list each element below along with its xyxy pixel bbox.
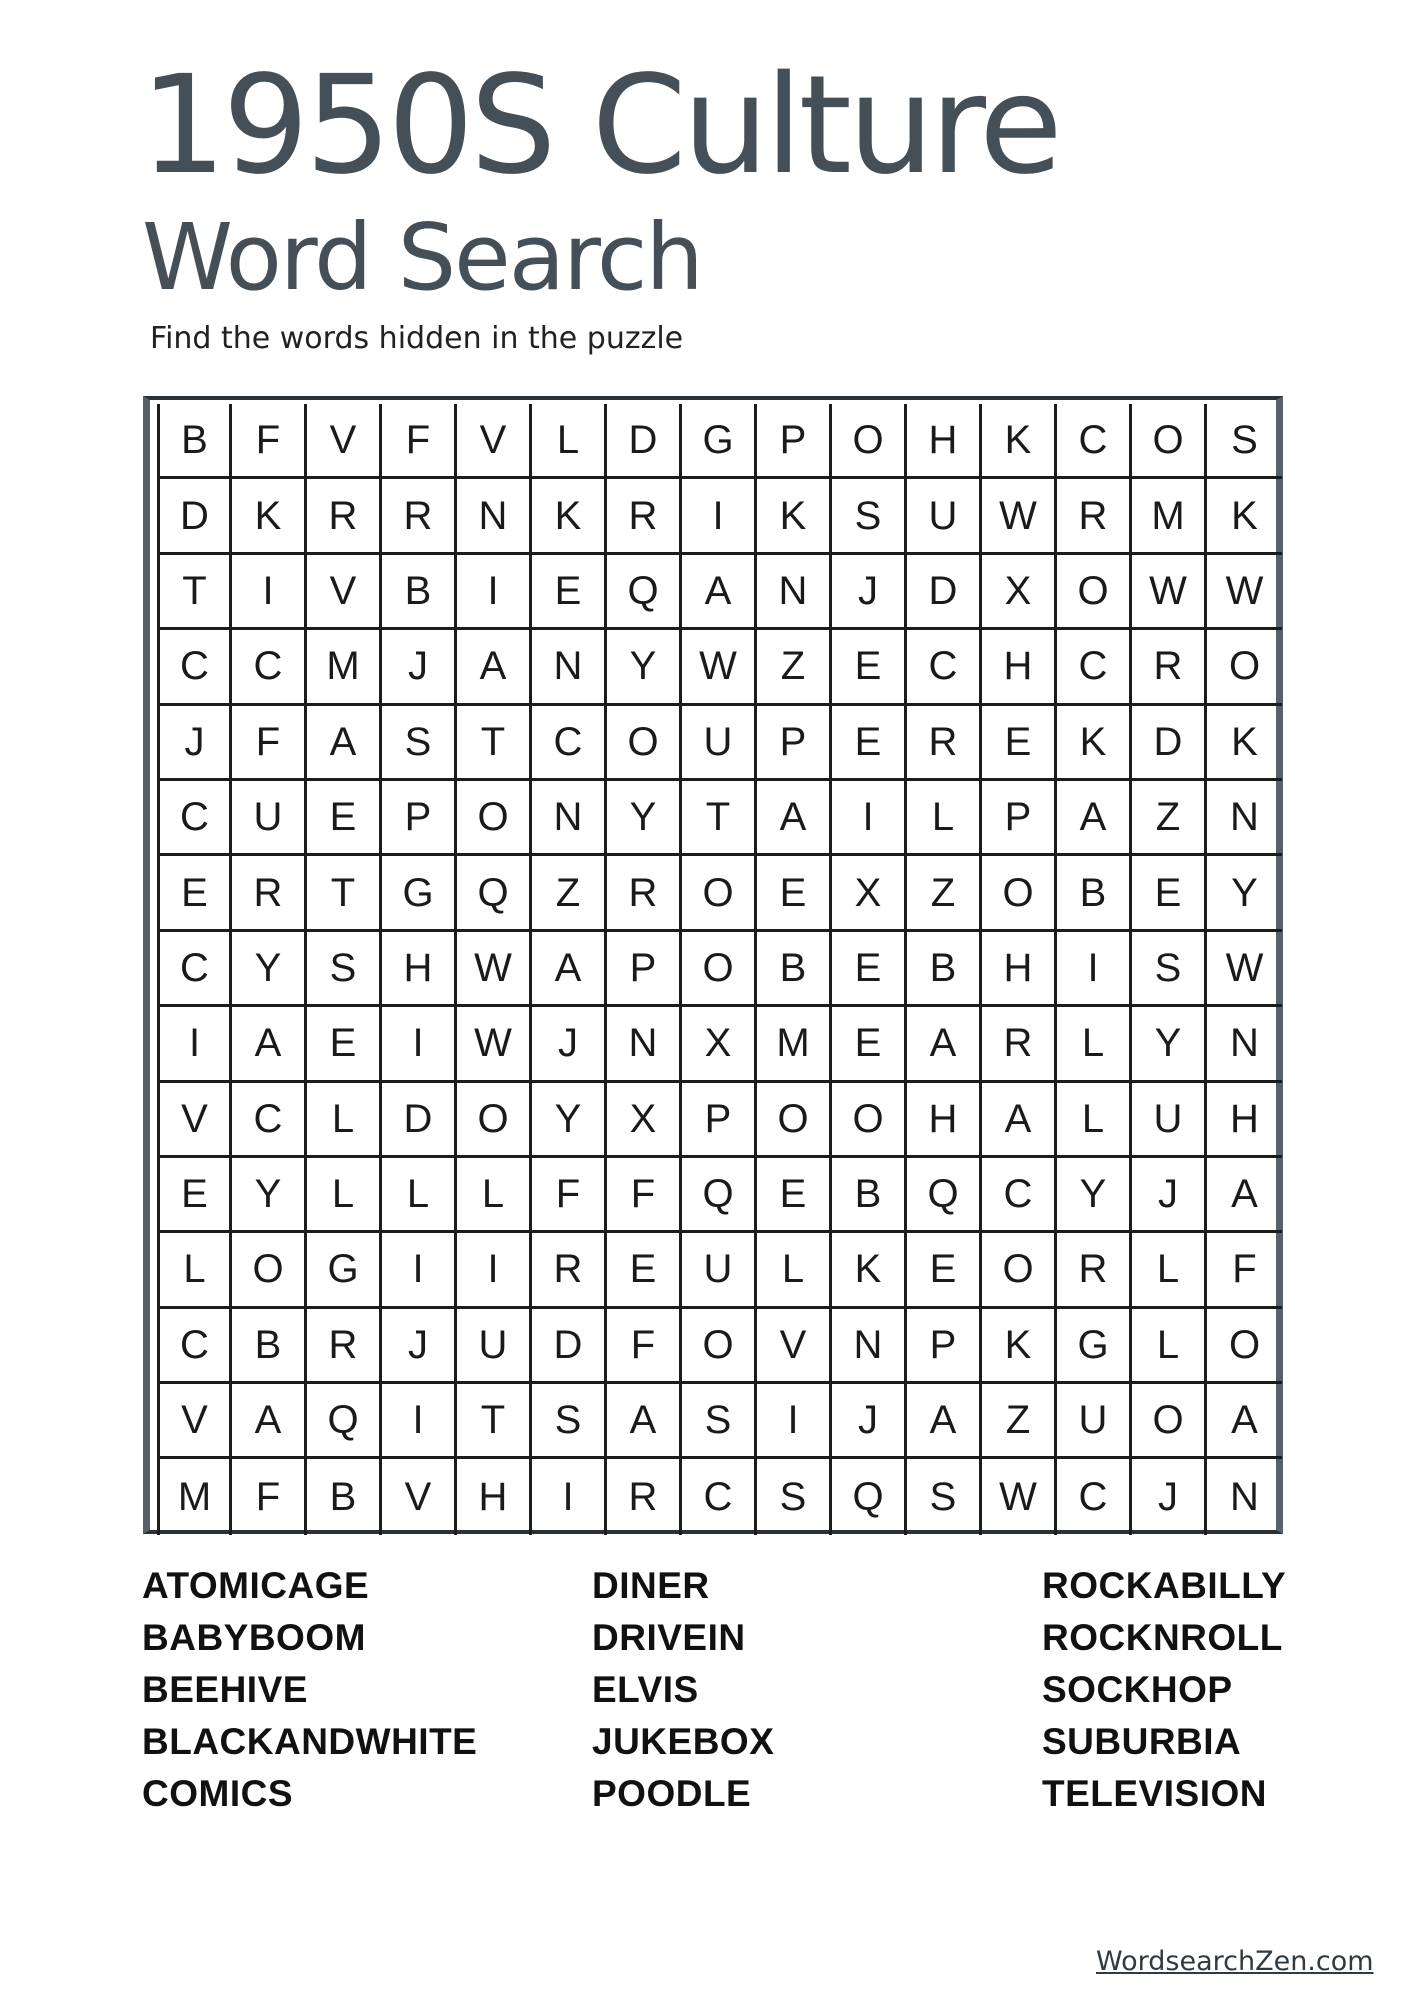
grid-cell[interactable]: S: [832, 479, 907, 554]
grid-cell[interactable]: X: [607, 1083, 682, 1158]
grid-cell[interactable]: O: [682, 1309, 757, 1384]
grid-cell[interactable]: E: [532, 555, 607, 630]
grid-cell[interactable]: K: [832, 1233, 907, 1308]
word-list-item: BEEHIVE: [142, 1669, 308, 1710]
grid-cell[interactable]: M: [307, 630, 382, 705]
grid-cell[interactable]: V: [307, 404, 382, 479]
grid-cell[interactable]: O: [607, 706, 682, 781]
grid-cell[interactable]: C: [1057, 1459, 1132, 1534]
grid-cell[interactable]: F: [532, 1158, 607, 1233]
grid-cell[interactable]: W: [982, 1459, 1057, 1534]
grid-cell[interactable]: O: [457, 781, 532, 856]
grid-cell[interactable]: R: [232, 856, 307, 931]
grid-cell[interactable]: K: [532, 479, 607, 554]
grid-cell[interactable]: T: [457, 1384, 532, 1459]
grid-cell[interactable]: I: [157, 1007, 232, 1082]
grid-cell[interactable]: I: [382, 1384, 457, 1459]
grid-cell[interactable]: Q: [457, 856, 532, 931]
grid-cell[interactable]: Y: [1207, 856, 1282, 931]
grid-cell[interactable]: I: [457, 555, 532, 630]
grid-cell[interactable]: W: [1207, 932, 1282, 1007]
grid-cell[interactable]: C: [232, 1083, 307, 1158]
grid-cell[interactable]: R: [1057, 479, 1132, 554]
grid-cell[interactable]: D: [382, 1083, 457, 1158]
grid-cell[interactable]: O: [1207, 630, 1282, 705]
grid-cell[interactable]: Z: [982, 1384, 1057, 1459]
grid-cell[interactable]: R: [382, 479, 457, 554]
grid-cell[interactable]: Q: [832, 1459, 907, 1534]
grid-cell[interactable]: L: [1057, 1083, 1132, 1158]
grid-cell[interactable]: J: [832, 555, 907, 630]
grid-cell[interactable]: X: [832, 856, 907, 931]
grid-cell[interactable]: E: [1132, 856, 1207, 931]
word-list-item: ROCKNROLL: [1042, 1617, 1283, 1658]
grid-cell[interactable]: U: [1132, 1083, 1207, 1158]
grid-cell[interactable]: Y: [607, 781, 682, 856]
grid-cell[interactable]: C: [907, 630, 982, 705]
grid-cell[interactable]: Y: [607, 630, 682, 705]
grid-cell[interactable]: Y: [232, 932, 307, 1007]
grid-cell[interactable]: J: [1132, 1158, 1207, 1233]
grid-cell[interactable]: K: [757, 479, 832, 554]
grid-cell[interactable]: Y: [1057, 1158, 1132, 1233]
word-list-column-2: [592, 1560, 774, 1820]
grid-cell[interactable]: D: [1132, 706, 1207, 781]
grid-cell[interactable]: G: [1057, 1309, 1132, 1384]
grid-cell[interactable]: N: [1230, 1475, 1259, 1520]
grid-cell[interactable]: K: [1057, 706, 1132, 781]
grid-cell[interactable]: R: [1132, 630, 1207, 705]
grid-cell[interactable]: Z: [907, 856, 982, 931]
grid-cell[interactable]: J: [157, 706, 232, 781]
word-list-item: ROCKABILLY: [1042, 1565, 1287, 1606]
grid-cell[interactable]: T: [457, 706, 532, 781]
grid-cell[interactable]: N: [532, 781, 607, 856]
grid-cell[interactable]: B: [832, 1158, 907, 1233]
grid-cell[interactable]: C: [157, 932, 232, 1007]
grid-cell[interactable]: M: [1132, 479, 1207, 554]
grid-cell[interactable]: M: [757, 1007, 832, 1082]
word-list-item: POODLE: [592, 1773, 752, 1814]
grid-cell[interactable]: U: [682, 1233, 757, 1308]
word-list-column-1: [142, 1560, 477, 1820]
grid-cell[interactable]: I: [682, 479, 757, 554]
grid-cell[interactable]: C: [682, 1459, 757, 1534]
grid-cell[interactable]: E: [832, 932, 907, 1007]
grid-cell[interactable]: N: [1207, 781, 1282, 856]
grid-cell[interactable]: R: [907, 706, 982, 781]
grid-cell[interactable]: R: [1057, 1233, 1132, 1308]
grid-cell[interactable]: O: [982, 1233, 1057, 1308]
grid-cell[interactable]: D: [532, 1309, 607, 1384]
grid-cell[interactable]: A: [1207, 1384, 1282, 1459]
grid-cell[interactable]: V: [457, 404, 532, 479]
grid-cell[interactable]: U: [682, 706, 757, 781]
grid-cell[interactable]: J: [382, 1309, 457, 1384]
grid-cell[interactable]: E: [307, 781, 382, 856]
grid-cell[interactable]: U: [907, 479, 982, 554]
word-list-column-3: [1042, 1560, 1286, 1820]
grid-cell[interactable]: J: [1132, 1459, 1207, 1534]
grid-cell[interactable]: I: [457, 1233, 532, 1308]
grid-cell[interactable]: Y: [1132, 1007, 1207, 1082]
grid-cell[interactable]: N: [532, 630, 607, 705]
grid-cell[interactable]: L: [157, 1233, 232, 1308]
grid-cell[interactable]: I: [382, 1007, 457, 1082]
grid-cell[interactable]: B: [907, 932, 982, 1007]
grid-cell[interactable]: Q: [607, 555, 682, 630]
grid-cell[interactable]: T: [682, 781, 757, 856]
grid-cell[interactable]: K: [1207, 479, 1282, 554]
grid-cell[interactable]: H: [382, 932, 457, 1007]
grid-cell[interactable]: X: [982, 555, 1057, 630]
grid-cell[interactable]: N: [1207, 1007, 1282, 1082]
grid-cell[interactable]: D: [157, 479, 232, 554]
grid-cell[interactable]: Y: [232, 1158, 307, 1233]
grid-cell[interactable]: W: [1207, 555, 1282, 630]
grid-cell[interactable]: L: [307, 1083, 382, 1158]
grid-cell[interactable]: S: [1207, 404, 1282, 479]
grid-cell[interactable]: D: [907, 555, 982, 630]
grid-cell[interactable]: L: [457, 1158, 532, 1233]
grid-cell[interactable]: A: [1207, 1158, 1282, 1233]
grid-cell[interactable]: J: [382, 630, 457, 705]
grid-cell[interactable]: L: [1132, 1233, 1207, 1308]
grid-cell[interactable]: F: [607, 1158, 682, 1233]
grid-cell[interactable]: W: [457, 932, 532, 1007]
grid-cell[interactable]: O: [232, 1233, 307, 1308]
word-list-item: SOCKHOP: [1042, 1669, 1233, 1710]
word-list-item: DINER: [592, 1565, 710, 1606]
grid-cell[interactable]: T: [157, 555, 232, 630]
grid-cell[interactable]: K: [1207, 706, 1282, 781]
grid-cell[interactable]: Z: [757, 630, 832, 705]
grid-cell[interactable]: A: [607, 1384, 682, 1459]
grid-cell[interactable]: E: [757, 856, 832, 931]
grid-cell[interactable]: F: [607, 1309, 682, 1384]
grid-cell[interactable]: P: [382, 781, 457, 856]
grid-cell[interactable]: E: [157, 1158, 232, 1233]
grid-cell[interactable]: L: [757, 1233, 832, 1308]
grid-cell[interactable]: I: [1057, 932, 1132, 1007]
grid-cell[interactable]: J: [532, 1007, 607, 1082]
grid-cell[interactable]: I: [232, 555, 307, 630]
grid-cell[interactable]: U: [1057, 1384, 1132, 1459]
grid-cell[interactable]: A: [757, 781, 832, 856]
grid-cell[interactable]: Q: [907, 1158, 982, 1233]
grid-cell[interactable]: H: [907, 1083, 982, 1158]
grid-cell[interactable]: K: [982, 404, 1057, 479]
grid-cell[interactable]: C: [982, 1158, 1057, 1233]
grid-cell[interactable]: I: [757, 1384, 832, 1459]
grid-cell[interactable]: A: [682, 555, 757, 630]
grid-cell[interactable]: V: [382, 1459, 457, 1534]
site-link[interactable]: WordsearchZen.com: [1096, 1946, 1374, 1977]
word-list-item: ATOMICAGE: [142, 1565, 370, 1606]
grid-cell[interactable]: H: [1207, 1083, 1282, 1158]
grid-cell[interactable]: R: [982, 1007, 1057, 1082]
grid-cell[interactable]: H: [982, 932, 1057, 1007]
grid-cell[interactable]: S: [1132, 932, 1207, 1007]
grid-cell[interactable]: F: [232, 404, 307, 479]
word-list-item: BLACKANDWHITE: [142, 1721, 478, 1762]
grid-cell[interactable]: E: [757, 1158, 832, 1233]
word-list-item: BABYBOOM: [142, 1617, 366, 1658]
grid-cell[interactable]: N: [607, 1007, 682, 1082]
grid-cell[interactable]: C: [157, 1309, 232, 1384]
grid-cell[interactable]: B: [382, 555, 457, 630]
grid-cell[interactable]: H: [457, 1459, 532, 1534]
grid-cell[interactable]: N: [832, 1309, 907, 1384]
grid-cell[interactable]: S: [757, 1459, 832, 1534]
grid-cell[interactable]: O: [1132, 1384, 1207, 1459]
grid-cell[interactable]: I: [832, 781, 907, 856]
grid-cell[interactable]: E: [832, 630, 907, 705]
grid-cell[interactable]: D: [607, 404, 682, 479]
grid-cell[interactable]: S: [307, 932, 382, 1007]
grid-cell[interactable]: F: [232, 706, 307, 781]
grid-cell[interactable]: O: [1057, 555, 1132, 630]
grid-cell[interactable]: Q: [682, 1158, 757, 1233]
grid-cell[interactable]: C: [532, 706, 607, 781]
grid-cell[interactable]: V: [157, 1083, 232, 1158]
grid-cell[interactable]: L: [307, 1158, 382, 1233]
grid-cell[interactable]: I: [532, 1459, 607, 1534]
grid-cell[interactable]: G: [307, 1233, 382, 1308]
grid-cell[interactable]: E: [832, 1007, 907, 1082]
grid-cell[interactable]: E: [982, 706, 1057, 781]
grid-cell[interactable]: L: [1132, 1309, 1207, 1384]
grid-cell[interactable]: O: [1132, 404, 1207, 479]
grid-cell[interactable]: R: [607, 1459, 682, 1534]
grid-cell[interactable]: A: [307, 706, 382, 781]
grid-cell[interactable]: P: [757, 404, 832, 479]
grid-cell[interactable]: R: [532, 1233, 607, 1308]
grid-cell[interactable]: A: [1057, 781, 1132, 856]
grid-cell[interactable]: O: [1207, 1309, 1282, 1384]
grid-cell[interactable]: C: [232, 630, 307, 705]
grid-cell[interactable]: B: [307, 1459, 382, 1534]
grid-cell[interactable]: V: [157, 1384, 232, 1459]
grid-cell[interactable]: P: [757, 706, 832, 781]
grid-cell[interactable]: G: [382, 856, 457, 931]
grid-cell[interactable]: R: [607, 856, 682, 931]
grid-cell[interactable]: C: [1057, 630, 1132, 705]
grid-cell[interactable]: P: [682, 1083, 757, 1158]
puzzle-grid-frame: [143, 396, 1283, 1534]
grid-cell[interactable]: C: [157, 781, 232, 856]
grid-cell[interactable]: J: [832, 1384, 907, 1459]
grid-cell[interactable]: L: [532, 404, 607, 479]
page-title: 1950S Culture: [140, 47, 1059, 205]
grid-cell[interactable]: A: [232, 1384, 307, 1459]
grid-cell[interactable]: R: [607, 479, 682, 554]
grid-cell[interactable]: F: [1207, 1233, 1282, 1308]
word-list-item: ELVIS: [592, 1669, 699, 1710]
grid-cell[interactable]: L: [1057, 1007, 1132, 1082]
grid-cell[interactable]: P: [982, 781, 1057, 856]
grid-cell[interactable]: B: [1057, 856, 1132, 931]
grid-cell[interactable]: T: [307, 856, 382, 931]
grid-cell[interactable]: A: [457, 630, 532, 705]
grid-cell[interactable]: R: [307, 1309, 382, 1384]
word-list-item: SUBURBIA: [1042, 1721, 1242, 1762]
grid-cell[interactable]: O: [457, 1083, 532, 1158]
grid-cell[interactable]: N: [457, 479, 532, 554]
word-list-item: COMICS: [142, 1773, 293, 1814]
grid-cell[interactable]: S: [532, 1384, 607, 1459]
grid-cell[interactable]: K: [232, 479, 307, 554]
puzzle-grid: [157, 404, 1282, 1535]
grid-cell[interactable]: V: [757, 1309, 832, 1384]
grid-cell[interactable]: F: [382, 404, 457, 479]
word-list-item: JUKEBOX: [592, 1721, 775, 1762]
grid-cell[interactable]: Z: [1132, 781, 1207, 856]
grid-cell[interactable]: W: [682, 630, 757, 705]
grid-cell[interactable]: O: [682, 932, 757, 1007]
grid-cell[interactable]: A: [982, 1083, 1057, 1158]
grid-cell[interactable]: B: [757, 932, 832, 1007]
instructions-text: Find the words hidden in the puzzle: [150, 321, 684, 356]
grid-cell[interactable]: E: [607, 1233, 682, 1308]
grid-cell[interactable]: A: [907, 1384, 982, 1459]
grid-cell[interactable]: P: [907, 1309, 982, 1384]
grid-cell[interactable]: I: [382, 1233, 457, 1308]
grid-cell[interactable]: A: [232, 1007, 307, 1082]
grid-cell[interactable]: M: [157, 1459, 232, 1534]
grid-cell[interactable]: A: [532, 932, 607, 1007]
grid-cell[interactable]: W: [1132, 555, 1207, 630]
grid-cell[interactable]: H: [907, 404, 982, 479]
grid-cell[interactable]: S: [682, 1384, 757, 1459]
word-list-item: DRIVEIN: [592, 1617, 746, 1658]
grid-cell[interactable]: U: [232, 781, 307, 856]
word-list-item: TELEVISION: [1042, 1773, 1267, 1814]
grid-cell[interactable]: O: [832, 1083, 907, 1158]
grid-cell[interactable]: H: [982, 630, 1057, 705]
grid-cell[interactable]: R: [307, 479, 382, 554]
grid-cell[interactable]: F: [232, 1459, 307, 1534]
grid-cell[interactable]: O: [682, 856, 757, 931]
grid-cell[interactable]: B: [232, 1309, 307, 1384]
grid-cell[interactable]: A: [907, 1007, 982, 1082]
grid-cell[interactable]: Q: [307, 1384, 382, 1459]
grid-cell[interactable]: E: [832, 706, 907, 781]
grid-cell[interactable]: Z: [532, 856, 607, 931]
grid-cell[interactable]: S: [382, 706, 457, 781]
grid-cell[interactable]: E: [157, 856, 232, 931]
grid-cell[interactable]: K: [982, 1309, 1057, 1384]
grid-cell[interactable]: L: [907, 781, 982, 856]
grid-cell[interactable]: V: [307, 555, 382, 630]
grid-cell[interactable]: W: [982, 479, 1057, 554]
grid-cell[interactable]: G: [682, 404, 757, 479]
grid-cell[interactable]: O: [757, 1083, 832, 1158]
grid-cell[interactable]: O: [982, 856, 1057, 931]
grid-cell[interactable]: L: [382, 1158, 457, 1233]
grid-cell[interactable]: C: [157, 630, 232, 705]
grid-cell[interactable]: B: [157, 404, 232, 479]
grid-cell[interactable]: X: [682, 1007, 757, 1082]
grid-cell[interactable]: P: [607, 932, 682, 1007]
grid-cell[interactable]: C: [1057, 404, 1132, 479]
grid-cell[interactable]: N: [757, 555, 832, 630]
grid-cell[interactable]: E: [307, 1007, 382, 1082]
grid-cell[interactable]: Y: [532, 1083, 607, 1158]
grid-cell[interactable]: W: [457, 1007, 532, 1082]
grid-cell[interactable]: U: [457, 1309, 532, 1384]
grid-cell[interactable]: O: [832, 404, 907, 479]
page-subtitle: Word Search: [142, 204, 702, 311]
grid-cell[interactable]: S: [907, 1459, 982, 1534]
grid-cell[interactable]: E: [907, 1233, 982, 1308]
